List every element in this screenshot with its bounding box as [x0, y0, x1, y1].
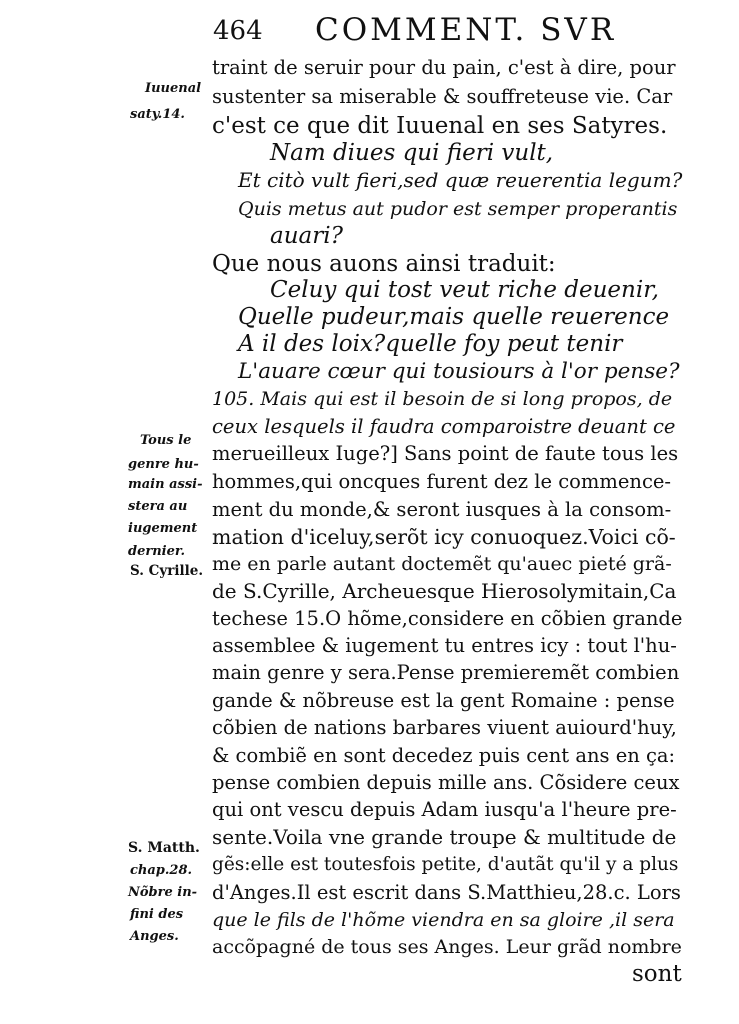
text-line: de S.Cyrille, Archeuesque Hierosolymitain,Ca: [212, 579, 677, 603]
text-line: qui ont vescu depuis Adam iusqu'a l'heure pre-: [212, 798, 677, 821]
text-line: auari?: [270, 223, 343, 249]
text-line: Nam diues qui fieri vult,: [270, 140, 554, 166]
margin-note: dernier.: [128, 544, 186, 559]
text-line: cõbien de nations barbares viuent auiourd'huy,: [212, 716, 677, 739]
margin-note: Tous le: [140, 433, 192, 448]
text-line: Et citò vult fieri,sed quæ reuerentia legum?: [238, 168, 683, 192]
margin-note: iugement: [128, 521, 198, 536]
text-line: accõpagné de tous ses Anges. Leur grãd nombre: [212, 936, 682, 958]
text-line: mation d'iceluy,serõt icy conuoquez.Voici cõ-: [212, 525, 676, 549]
margin-note: saty.14.: [130, 107, 185, 122]
margin-note: Anges.: [130, 929, 179, 944]
text-line: 105. Mais qui est il besoin de si long propos, de: [212, 388, 673, 410]
margin-note: stera au: [128, 499, 188, 514]
text-line: merueilleux Iuge?] Sans point de faute tous les: [212, 442, 679, 465]
margin-note: fini des: [130, 907, 184, 922]
text-line: que le fils de l'hõme viendra en sa gloire ,il sera: [212, 909, 675, 931]
text-line: ceux lesquels il faudra comparoistre deuant ce: [212, 415, 676, 438]
text-line: me en parle autant doctemẽt qu'auec pieté grã-: [212, 553, 672, 575]
text-line: c'est ce que dit Iuuenal en ses Satyres.: [212, 113, 668, 139]
text-line: gẽs:elle est toutesfois petite, d'autãt qu'il y a plus: [212, 854, 679, 875]
text-line: Celuy qui tost veut riche deuenir,: [270, 277, 659, 303]
text-line: Que nous auons ainsi traduit:: [212, 251, 556, 277]
text-line: pense combien depuis mille ans. Cõsidere ceux: [212, 771, 680, 794]
text-line: gande & nõbreuse est la gent Romaine : pense: [212, 689, 675, 712]
running-title: COMMENT. SVR: [315, 12, 617, 48]
text-line: L'auare cœur qui tousiours à l'or pense?: [238, 359, 680, 384]
margin-note: chap.28.: [130, 863, 193, 878]
page-number: 464: [213, 16, 263, 46]
margin-note: S. Matth.: [128, 840, 200, 856]
text-line: sustenter sa miserable & souffreteuse vie. Car: [212, 85, 673, 108]
page-header: [205, 10, 685, 50]
text-line: hommes,qui oncques furent dez le commence-: [212, 470, 672, 493]
text-line: assemblee & iugement tu entres icy : tout l'hu-: [212, 634, 677, 657]
margin-note: genre hu-: [128, 457, 199, 472]
margin-note: main assi-: [128, 477, 203, 492]
margin-note: Iuuenal: [145, 81, 202, 96]
text-line: ment du monde,& seront iusques à la consom-: [212, 498, 672, 521]
text-line: traint de seruir pour du pain, c'est à dire, pour: [212, 56, 676, 79]
text-line: techese 15.O hõme,considere en cõbien grande: [212, 607, 683, 630]
text-line: A il des loix?quelle foy peut tenir: [238, 331, 623, 357]
text-line: Quelle pudeur,mais quelle reuerence: [238, 304, 670, 330]
text-line: & combiẽ en sont decedez puis cent ans en ça:: [212, 744, 676, 767]
text-line: sente.Voila vne grande troupe & multitude de: [212, 825, 677, 849]
text-line: Quis metus aut pudor est semper properantis: [238, 198, 678, 220]
text-line: main genre y sera.Pense premieremẽt combien: [212, 661, 680, 684]
margin-note: Nõbre in-: [128, 885, 198, 900]
margin-note: S. Cyrille.: [130, 563, 204, 579]
text-line: d'Anges.Il est escrit dans S.Matthieu,28.c. Lors: [212, 881, 681, 904]
text-line: sont: [632, 961, 682, 987]
